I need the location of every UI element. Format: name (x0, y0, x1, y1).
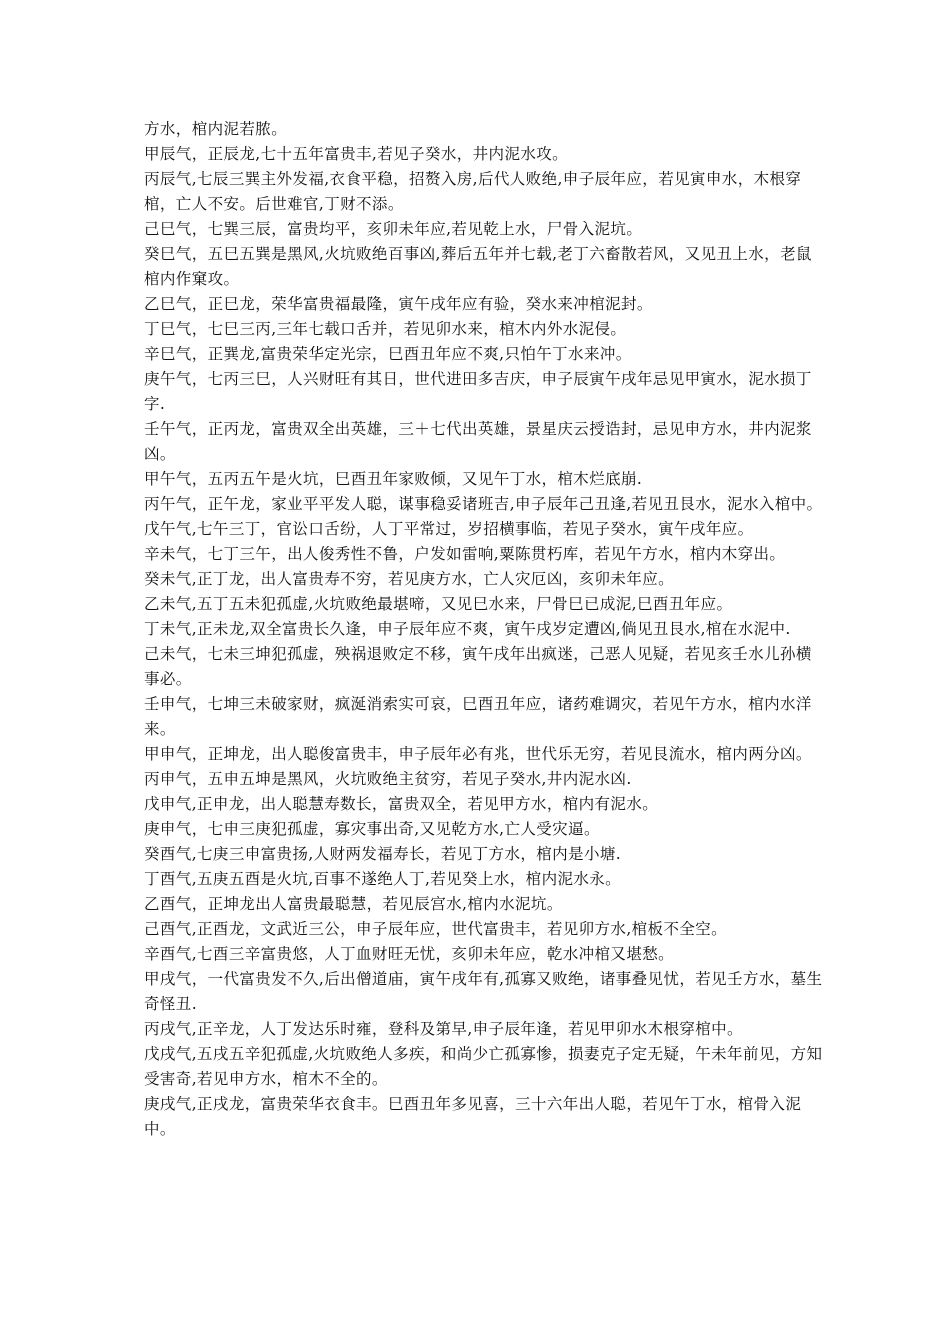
paragraph: 乙酉气，正坤龙出人富贵最聪慧，若见辰宫水,棺内水泥坑。 (144, 895, 563, 913)
paragraph: 己酉气,正酉龙，文武近三公，申子辰年应，世代富贵丰，若见卯方水,棺板不全空。 (144, 920, 728, 938)
paragraph: 癸巳气，五巳五巽是黑风,火坑败绝百事凶,葬后五年并七载,老丁六畜散若风，又见丑上水，老鼠棺内作窠攻。 (144, 245, 812, 288)
paragraph: 己巳气，七巽三辰，富贵均平，亥卯未年应,若见乾上水，尸骨入泥坑。 (144, 220, 643, 238)
paragraph: 戊午气,七午三丁，官讼口舌纷，人丁平常过，岁招横事临，若见子癸水，寅午戌年应。 (144, 520, 754, 538)
paragraph: 丁未气,正未龙,双全富贵长久逢，申子辰年应不爽，寅午戌岁定遭凶,倘见丑艮水,棺在水泥中. (144, 620, 791, 638)
paragraph: 辛巳气，正巽龙,富贵荣华定光宗，巳酉丑年应不爽,只怕午丁水来冲。 (144, 345, 632, 363)
paragraph: 癸酉气,七庚三申富贵扬,人财两发福寿长，若见丁方水，棺内是小塘. (144, 845, 622, 863)
paragraph: 方水，棺内泥若脓。 (144, 120, 288, 138)
paragraph: 壬申气，七坤三未破家财，疯涎消索实可哀，巳酉丑年应，诸药难调灾，若见午方水，棺内水洋来。 (144, 695, 812, 738)
paragraph: 甲辰气，正辰龙,七十五年富贵丰,若见子癸水，井内泥水攻。 (144, 145, 569, 163)
paragraph: 丙申气，五申五坤是黑风，火坑败绝主贫穷，若见子癸水,井内泥水凶. (144, 770, 632, 788)
paragraph: 癸未气,正丁龙，出人富贵寿不穷，若见庚方水，亡人灾厄凶，亥卯未年应。 (144, 570, 675, 588)
paragraph: 戊戌气,五戌五辛犯孤虚,火坑败绝人多疾，和尚少亡孤寡惨，损妻克子定无疑，午未年前见，方知受害奇,若见申方水，棺木不全的。 (144, 1045, 823, 1088)
paragraph: 丙戌气,正辛龙，人丁发达乐时雍，登科及第早,申子辰年逢，若见甲卯水木根穿棺中。 (144, 1020, 743, 1038)
paragraph: 庚戌气,正戌龙，富贵荣华衣食丰。巳酉丑年多见喜，三十六年出人聪，若见午丁水，棺骨入泥中。 (144, 1095, 802, 1138)
paragraph: 辛未气，七丁三午，出人俊秀性不鲁，户发如雷响,粟陈贯朽库，若见午方水，棺内木穿出。 (144, 545, 786, 563)
paragraph: 己未气，七未三坤犯孤虚，殃祸退败定不移，寅午戌年出疯迷，己恶人见疑，若见亥壬水儿孙横事必。 (144, 645, 812, 688)
paragraph: 丙辰气,七辰三巽主外发福,衣食平稳，招赘入房,后代人败绝,申子辰年应，若见寅申水，木根穿棺，亡人不安。后世难官,丁财不添。 (144, 170, 802, 213)
paragraph: 丁酉气,五庚五酉是火坑,百事不遂绝人丁,若见癸上水，棺内泥水永。 (144, 870, 622, 888)
document-body (144, 117, 824, 1142)
paragraph: 戊申气,正申龙，出人聪慧寿数长，富贵双全，若见甲方水，棺内有泥水。 (144, 795, 659, 813)
paragraph: 乙巳气，正巳龙，荣华富贵福最隆，寅午戌年应有验，癸水来冲棺泥封。 (144, 295, 653, 313)
paragraph: 乙未气,五丁五未犯孤虚,火坑败绝最堪啼，又见巳水来，尸骨巳已成泥,巳酉丑年应。 (144, 595, 733, 613)
paragraph: 丁巳气，七巳三丙,三年七载口舌并，若见卯水来，棺木内外水泥侵。 (144, 320, 627, 338)
paragraph: 甲午气，五丙五午是火坑，巳酉丑年家败倾，又见午丁水，棺木烂底崩. (144, 470, 643, 488)
paragraph: 甲戌气，一代富贵发不久,后出僧道庙，寅午戌年有,孤寡又败绝，诸事叠见忧，若见壬方水，墓生奇怪丑. (144, 970, 823, 1013)
paragraph: 丙午气，正午龙，家业平平发人聪，谋事稳妥诸班吉,申子辰年己丑逢,若见丑艮水，泥水入棺中。 (144, 495, 823, 513)
paragraph: 庚午气，七丙三巳，人兴财旺有其日，世代进田多吉庆，申子辰寅午戌年忌见甲寅水，泥水损丁字. (144, 370, 812, 413)
paragraph: 辛酉气,七酉三辛富贵悠，人丁血财旺无忧，亥卯未年应，乾水冲棺又堪愁。 (144, 945, 675, 963)
paragraph: 甲申气，正坤龙，出人聪俊富贵丰，申子辰年必有兆，世代乐无穷，若见艮流水，棺内两分凶。 (144, 745, 812, 763)
paragraph: 壬午气，正丙龙，富贵双全出英雄，三＋七代出英雄，景星庆云授诰封，忌见申方水，井内泥浆凶。 (144, 420, 812, 463)
paragraph: 庚申气，七申三庚犯孤虚，寡灾事出奇,又见乾方水,亡人受灾逼。 (144, 820, 600, 838)
